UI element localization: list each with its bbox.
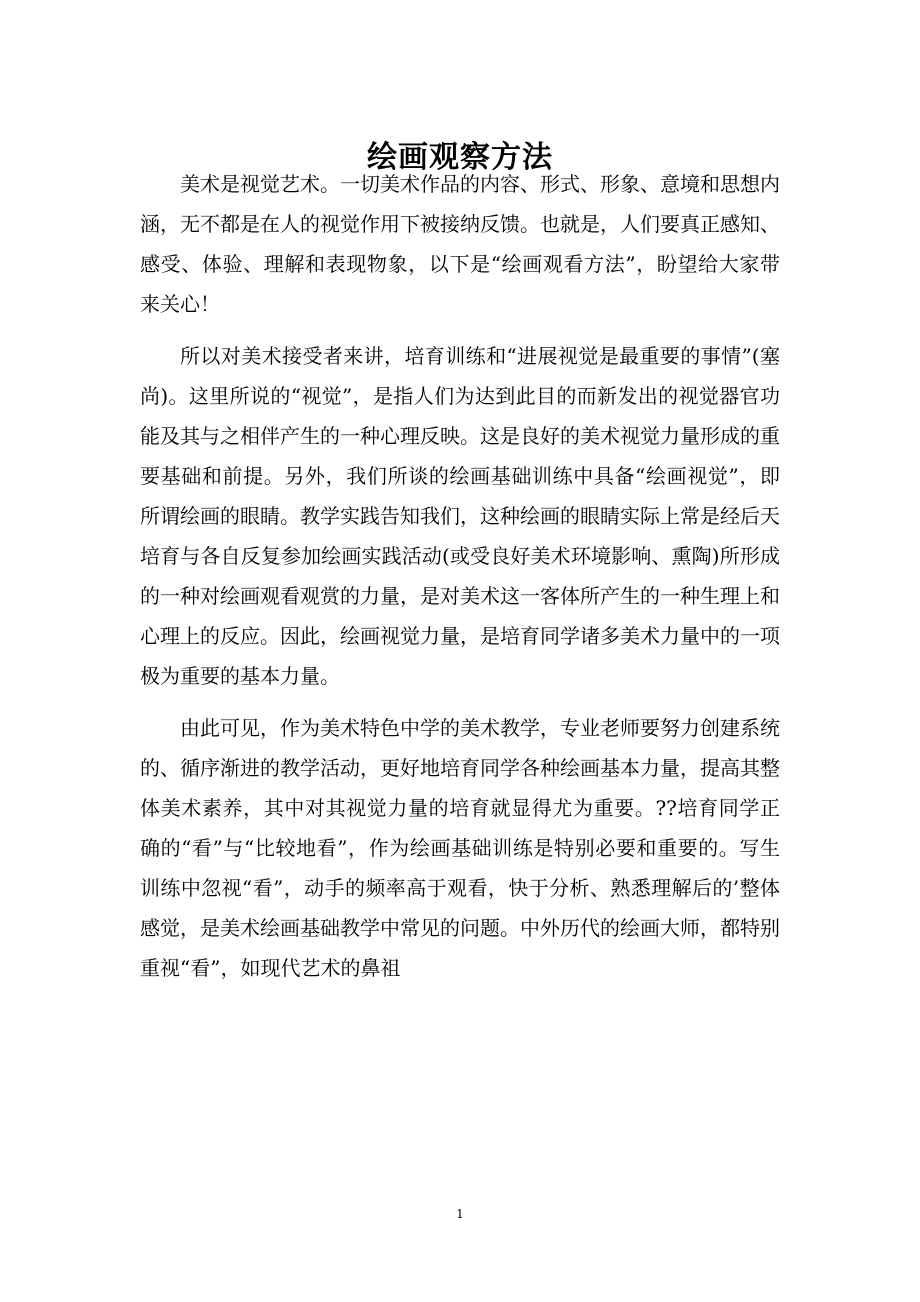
document-body bbox=[140, 164, 780, 1000]
paragraph-1: 美术是视觉艺术。一切美术作品的内容、形式、形象、意境和思想内涵，无不都是在人的视觉作用下被接纳反馈。也就是，人们要真正感知、感受、体验、理解和表现物象，以下是“绘画观看方法”，盼望给大家带来关心！ bbox=[140, 172, 780, 316]
page-number: 1 bbox=[456, 1207, 464, 1221]
paragraph-2: 所以对美术接受者来讲，培育训练和“进展视觉是最重要的事情”(塞尚)。这里所说的“视觉”，是指人们为达到此目的而新发出的视觉器官功能及其与之相伴产生的一种心理反映。这是良好的美术视觉力量形成的重要基础和前提。另外，我们所谈的绘画基础训练中具备“绘画视觉”，即所谓绘画的眼睛。教学实践告知我们，这种绘画的眼睛实际上常是经后天培育与各自反复参加绘画实践活动(或受良好美术环境影响、熏陶)所形成的一种对绘画观看观赏的力量，是对美术这一客体所产生的一种生理上和心理上的反应。因此，绘画视觉力量，是培育同学诸多美术力量中的一项极为重要的基本力量。 bbox=[140, 344, 780, 688]
document-title: 绘画观察方法 bbox=[367, 140, 553, 176]
paragraph-3: 由此可见，作为美术特色中学的美术教学，专业老师要努力创建系统的、循序渐进的教学活动，更好地培育同学各种绘画基本力量，提高其整体美术素养，其中对其视觉力量的培育就显得尤为重要。??培育同学正确的“看”与“比较地看”，作为绘画基础训练是特别必要和重要的。写生训练中忽视“看”，动手的频率高于观看，快于分析、熟悉理解后的’整体感觉，是美术绘画基础教学中常见的问题。中外历代的绘画大师，都特别重视“看”，如现代艺术的鼻祖 bbox=[140, 716, 780, 980]
